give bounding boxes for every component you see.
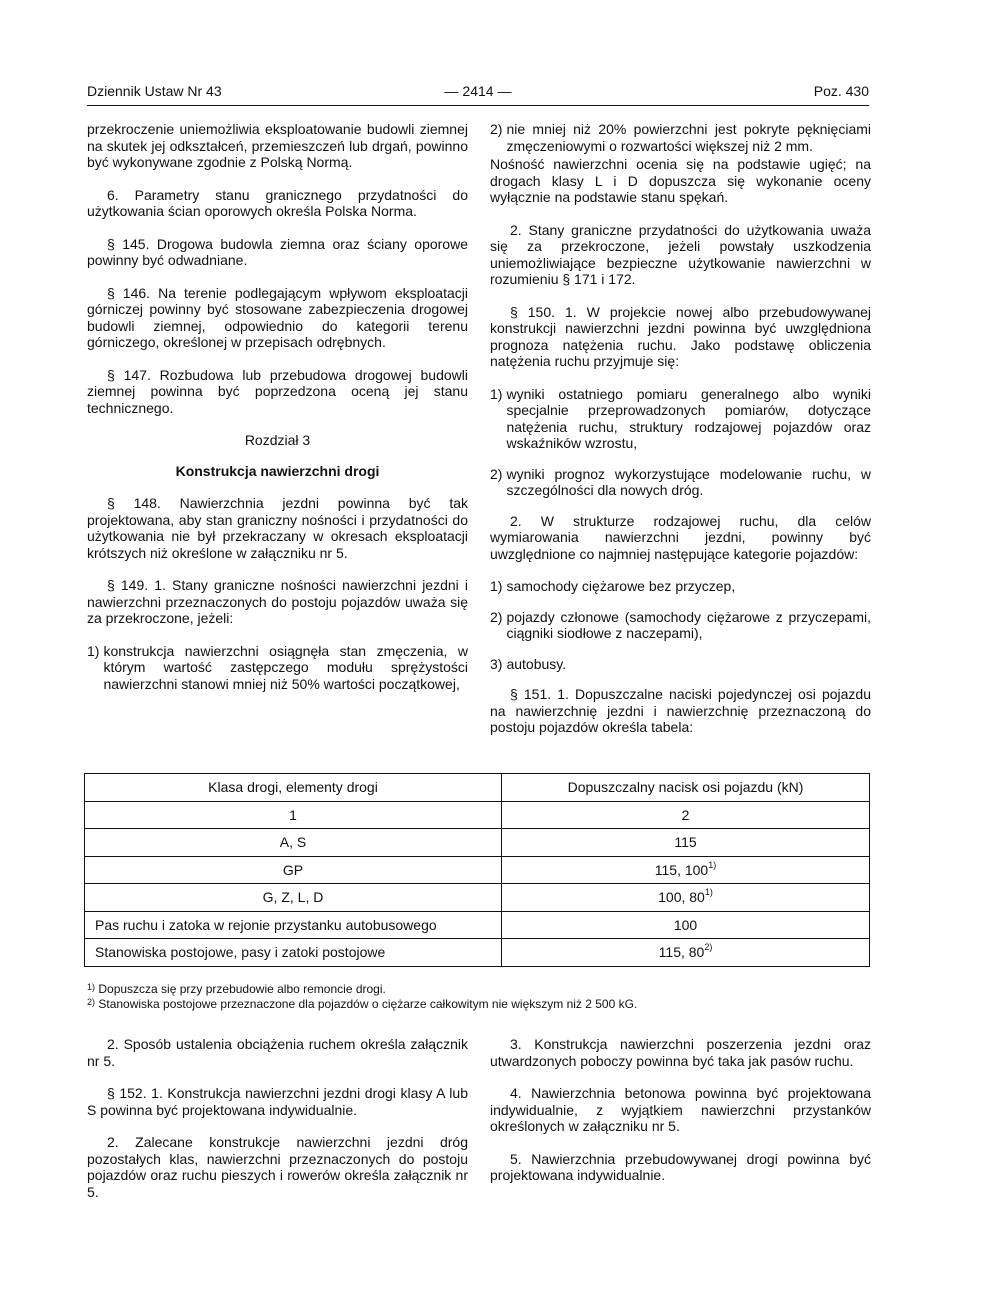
chapter-title: Konstrukcja nawierzchni drogi <box>175 462 380 479</box>
axle-load-cell: 115 <box>502 829 870 857</box>
road-class-cell: Stanowiska postojowe, pasy i zatoki postojowe <box>85 939 502 967</box>
road-class-cell: Pas ruchu i zatoka w rejonie przystanku autobusowego <box>85 911 502 939</box>
footnote: $^{1)}$ Dopuszcza się przy przebudowie albo remoncie drogi. <box>87 982 386 996</box>
list-number: 3) <box>490 655 503 672</box>
list-number: 1) <box>87 642 100 659</box>
list-number: 2) <box>490 465 503 482</box>
table-footnotes <box>87 982 887 1012</box>
paragraph-151: § 151. 1. Dopuszczalne naciski pojedynczej osi pojazdu na nawierzchnię jezdni i nawierzchnię przeznaczoną do postoju pojazdów określa tabela: <box>490 686 871 735</box>
paragraph: 6. Parametry stanu granicznego przydatności do użytkowania ścian oporowych określa Polska Norma. <box>87 186 468 219</box>
position-number: Poz. 430 <box>813 83 869 99</box>
left-column-top <box>87 121 468 706</box>
axle-load-cell: 115, 80$^{2)}$ <box>502 939 870 967</box>
list-number: 1) <box>490 385 503 402</box>
list-item <box>490 656 871 673</box>
paragraph-149: § 149. 1. Stany graniczne nośności nawierzchni jezdni i nawierzchni przeznaczonych do postoju pojazdów uważa się za przekroczone, jeżeli: <box>87 577 468 626</box>
table-row <box>85 884 870 912</box>
table-row <box>85 939 870 967</box>
list-item <box>87 643 468 693</box>
axle-load-cell: 115, 100$^{1)}$ <box>502 856 870 884</box>
list-text: wyniki ostatniego pomiaru generalnego albo wyniki specjalnie przeprowadzonych pomiarów, dotyczące natężenia ruchu, struktury rodzajowej pojazdów oraz wskaźników wzrostu, <box>506 385 871 451</box>
column-number: 2 <box>502 801 870 829</box>
list-number: 1) <box>490 578 503 594</box>
paragraph-147: § 147. Rozbudowa lub przebudowa drogowej budowli ziemnej powinna być poprzedzona oceną jej stanu technicznego. <box>87 366 468 416</box>
paragraph-152: § 152. 1. Konstrukcja nawierzchni jezdni drogi klasy A lub S powinna być projektowana indywidualnie. <box>87 1085 468 1118</box>
paragraph-145: § 145. Drogowa budowla ziemna oraz ściany oporowe powinny być odwadniane. <box>87 235 468 268</box>
footnote: $^{2)}$ Stanowiska postojowe przeznaczone dla pojazdów o ciężarze całkowitym nie większym niż 2 500 kG. <box>87 997 638 1011</box>
road-class-cell: GP <box>85 856 502 884</box>
paragraph: Nośność nawierzchni ocenia się na podstawie ugięć; na drogach klasy L i D dopuszcza się wykonanie oceny wyłącznie na podstawie stanu spękań. <box>490 156 871 205</box>
chapter-number: Rozdział 3 <box>244 432 311 448</box>
list-item <box>490 466 871 499</box>
column-header: Dopuszczalny nacisk osi pojazdu (kN) <box>502 774 870 802</box>
left-column-bottom <box>87 1036 468 1216</box>
paragraph: 3. Konstrukcja nawierzchni poszerzenia jezdni oraz utwardzonych poboczy powinna być taka jak pasów ruchu. <box>490 1036 871 1069</box>
journal-title: Dziennik Ustaw Nr 43 <box>87 83 222 99</box>
list-text: wyniki prognoz wykorzystujące modelowanie ruchu, w szczególności dla nowych dróg. <box>506 465 871 498</box>
list-item <box>490 121 871 154</box>
list-text: pojazdy członowe (samochody ciężarowe z przyczepami, ciągniki siodłowe z naczepami), <box>506 608 871 641</box>
axle-load-table <box>84 773 870 967</box>
column-header: Klasa drogi, elementy drogi <box>85 774 502 802</box>
table-row <box>85 829 870 857</box>
list-item <box>490 578 871 595</box>
list-number: 2) <box>490 121 503 137</box>
axle-load-cell: 100, 80$^{1)}$ <box>502 884 870 912</box>
paragraph: 2. Stany graniczne przydatności do użytkowania uważa się za przekroczone, jeżeli powstały uszkodzenia uniemożliwiające bezpieczne użytkowanie nawierzchni w rozumieniu § 171 i 172. <box>490 221 871 287</box>
axle-load-cell: 100 <box>502 911 870 939</box>
table-row <box>85 911 870 939</box>
paragraph-148: § 148. Nawierzchnia jezdni powinna być tak projektowana, aby stan graniczny nośności i przydatności do użytkowania nie był przekraczany w okresach eksploatacji krótszych niż określone w załączniku nr 5. <box>87 495 468 561</box>
paragraph-146: § 146. Na terenie podlegającym wpływom eksploatacji górniczej powinny być stosowane zabezpieczenia drogowej budowli ziemnej, odpowiednio do kategorii terenu górniczego, określonej w przepisach odrębnych. <box>87 284 468 350</box>
list-text: autobusy. <box>506 655 567 672</box>
paragraph: 2. W strukturze rodzajowej ruchu, dla celów wymiarowania nawierzchni jezdni, powinny być uwzględnione co najmniej następujące kategorie pojazdów: <box>490 512 871 562</box>
paragraph: 4. Nawierzchnia betonowa powinna być projektowana indywidualnie, z wyjątkiem nawierzchni przystanków określonych w załączniku nr 5. <box>490 1085 871 1134</box>
right-column-bottom <box>490 1036 871 1200</box>
list-text: samochody ciężarowe bez przyczep, <box>506 578 736 594</box>
table-row <box>85 856 870 884</box>
table-header-row <box>85 774 870 802</box>
page-header <box>87 83 869 106</box>
paragraph: 2. Zalecane konstrukcje nawierzchni jezdni dróg pozostałych klas, nawierzchni przeznaczonych do postoju pojazdów oraz ruchu pieszych i rowerów określa załącznik nr 5. <box>87 1134 468 1200</box>
page-number: — 2414 — <box>444 83 512 99</box>
table-number-row <box>85 801 870 829</box>
paragraph: 5. Nawierzchnia przebudowywanej drogi powinna być projektowana indywidualnie. <box>490 1150 871 1183</box>
paragraph: przekroczenie uniemożliwia eksploatowanie budowli ziemnej na skutek jej odkształceń, przemieszczeń lub drgań, powinno być wykonywane zgodnie z Polską Normą. <box>87 121 468 170</box>
road-class-cell: G, Z, L, D <box>85 884 502 912</box>
paragraph: 2. Sposób ustalenia obciążenia ruchem określa załącznik nr 5. <box>87 1036 468 1069</box>
column-number: 1 <box>85 801 502 829</box>
list-item <box>490 386 871 452</box>
list-text: konstrukcja nawierzchni osiągnęła stan zmęczenia, w którym wartość zastępczego modułu sprężystości nawierzchni stanowi mniej niż 50% wartości początkowej, <box>103 642 468 692</box>
list-text: nie mniej niż 20% powierzchni jest pokryte pęknięciami zmęczeniowymi o rozwartości większej niż 2 mm. <box>506 121 871 154</box>
right-column-top <box>490 121 871 752</box>
road-class-cell: A, S <box>85 829 502 857</box>
paragraph-150: § 150. 1. W projekcie nowej albo przebudowywanej konstrukcji nawierzchni jezdni powinna być uwzględniona prognoza natężenia ruchu. Jako podstawę obliczenia natężenia ruchu przyjmuje się: <box>490 303 871 369</box>
list-item <box>490 609 871 642</box>
list-number: 2) <box>490 608 503 625</box>
